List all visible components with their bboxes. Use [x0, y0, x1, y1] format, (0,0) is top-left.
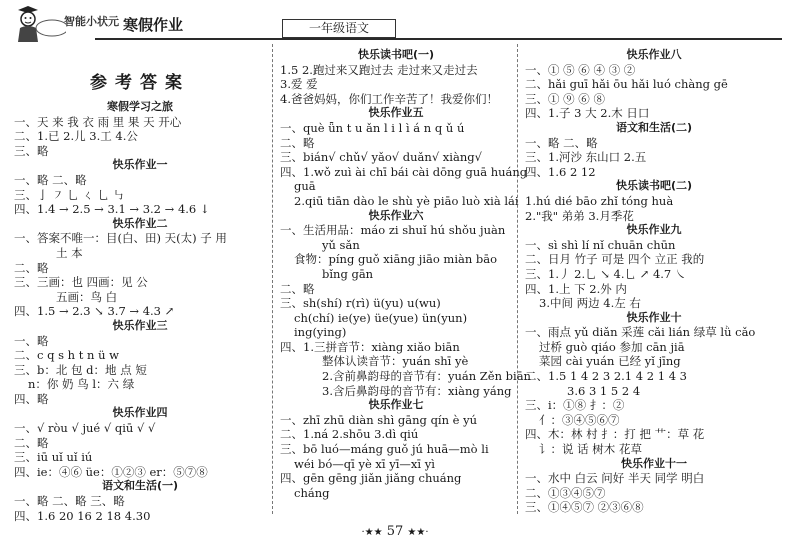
- answer-line: 食物：píng guǒ xiāng jiāo miàn bāo: [294, 252, 498, 267]
- section-title: 快乐作业五: [368, 106, 424, 120]
- answer-line: 3.含后鼻韵母的音节有：xiàng yáng: [322, 383, 512, 398]
- answer-line: 一、què ǖn t u ǎn l i l ì á n q ǔ ú: [280, 120, 465, 135]
- answer-line: 一、答案不唯一：目(白、田) 天(太) 子 用: [14, 231, 227, 246]
- section-title: 快乐作业一: [112, 158, 168, 172]
- answer-line: wéi bó—qī yè xī yī—xī yì: [294, 456, 435, 471]
- answer-line: 四、1.子 3 大 2.木 日口: [525, 106, 650, 121]
- answer-line: ch(chí) ie(ye) üe(yue) ün(yun): [294, 310, 468, 325]
- answer-line: 一、水中 白云 问好 半天 同学 明白: [525, 471, 705, 486]
- answer-column-3: [525, 48, 783, 515]
- section-title: 快乐作业七: [368, 398, 424, 412]
- answer-line: 过桥 guò qiáo 参加 cān jiā: [539, 339, 685, 354]
- answer-line: 一、略: [14, 333, 49, 348]
- page-title: 寒假作业: [123, 16, 184, 34]
- answer-line: 整体认读音节：yuán shī yè: [322, 354, 469, 369]
- answer-line: 一、天 来 我 衣 雨 里 果 天 开心: [14, 114, 182, 129]
- answer-line: 二、略: [280, 281, 315, 296]
- section-title: 快乐读书吧(二): [615, 179, 693, 193]
- section-title: 快乐读书吧(一): [357, 48, 435, 61]
- answer-line: 菜园 cài yuán 已经 yǐ jīng: [539, 354, 681, 369]
- section-title: 快乐作业二: [112, 216, 168, 230]
- subject-label: 一年级语文: [282, 19, 396, 38]
- answer-line: 一、√ ròu √ jué √ qiū √ √: [14, 421, 156, 436]
- answer-line: 一、略 二、略 三、略: [14, 494, 125, 509]
- answer-line: 3.爱 爱: [280, 77, 318, 92]
- answer-line: ing(ying): [294, 325, 347, 340]
- answer-line: 讠：说 话 树木 花草: [539, 442, 642, 457]
- header-rule: [95, 38, 782, 40]
- answer-line: 3.中间 两边 4.左 右: [539, 296, 641, 311]
- section-title: 快乐作业十一: [621, 456, 687, 470]
- section-title: 快乐作业三: [112, 318, 168, 332]
- answer-line: 三、bō luó—máng guǒ jú huā—mò li: [280, 442, 489, 457]
- answer-column-1: [14, 48, 266, 523]
- section-title: 寒假学习之旅: [107, 100, 173, 113]
- answer-line: 四、1.三拼音节：xiàng xiǎo biān: [280, 339, 460, 354]
- answer-line: 土 本: [56, 245, 83, 260]
- answer-line: 五画：鸟 白: [56, 289, 118, 304]
- answer-line: 三、i：①⑧ 扌：②: [525, 398, 625, 413]
- answer-line: 4.爸爸妈妈，你们工作辛苦了！我爱你们！: [280, 91, 498, 106]
- answer-line: 二、①③④⑤⑦: [525, 485, 606, 500]
- section-title: 语文和生活(一): [101, 479, 179, 493]
- answer-line: 1.5 2.跑过来又跑过去 走过来又走过去: [280, 62, 478, 77]
- answer-line: 一、略 二、略: [525, 135, 598, 150]
- answer-line: 二、略: [14, 435, 49, 450]
- answer-line: 四、1.6 2 12: [525, 164, 596, 179]
- answer-line: 一、生活用品：máo zi shuǐ hú shǒu juàn: [280, 223, 506, 238]
- answer-line: 四、木：林 村 扌：打 把 艹：草 花: [525, 427, 705, 442]
- answer-line: 一、雨点 yǔ diǎn 采莲 cǎi lián 绿草 lǜ cǎo: [525, 325, 756, 340]
- answer-line: 四、1.4 → 2.5 → 3.1 → 3.2 → 4.6 ↓: [14, 202, 210, 217]
- section-title: 快乐作业八: [626, 48, 682, 61]
- column-divider: [517, 44, 518, 514]
- answer-column-2: [280, 48, 531, 500]
- footer-stars-left: ·★★: [361, 527, 383, 538]
- section-title: 语文和生活(二): [615, 120, 693, 134]
- answer-line: 三、b：北 包 d：地 点 短: [14, 362, 147, 377]
- answer-key-heading: 参考答案: [90, 73, 190, 93]
- section-title: 快乐作业十: [626, 310, 682, 324]
- answer-line: 一、略 二、略: [14, 172, 87, 187]
- answer-line: 二、1.5 1 4 2 3 2.1 4 2 1 4 3: [525, 369, 687, 384]
- answer-line: 三、三画：也 四画：见 公: [14, 275, 148, 290]
- answer-line: 三、iū uǐ uǐ iú: [14, 450, 93, 465]
- answer-line: 2.qiū tiān dào le shù yè piāo luò xià lái: [294, 193, 519, 208]
- answer-line: 三、①④⑤⑦ ②③⑥⑧: [525, 500, 644, 515]
- answer-line: 二、1.ná 2.shōu 3.dì qiú: [280, 427, 419, 442]
- section-title: 快乐作业四: [112, 406, 168, 420]
- answer-line: 二、日月 竹子 可是 四个 立正 我的: [525, 252, 705, 267]
- answer-line: 二、略: [280, 135, 315, 150]
- answer-line: 四、略: [14, 391, 49, 406]
- answer-line: 四、1.5 → 2.3 ↘ 3.7 → 4.3 ↗: [14, 304, 175, 319]
- answer-line: 三、略: [14, 143, 49, 158]
- answer-line: 1.hú dié bāo zhǐ tóng huà: [525, 193, 674, 208]
- answer-line: 2."我" 弟弟 3.月季花: [525, 208, 634, 223]
- answer-line: 四、1.上 下 2.外 内: [525, 281, 627, 296]
- page-number: 57: [386, 524, 404, 539]
- answer-line: 三、亅 ㇇ 乚 ㄑ 乚 ㇉: [14, 187, 125, 202]
- answer-line: n：你 奶 鸟 l：六 绿: [28, 377, 135, 392]
- answer-line: 四、1.wǒ zuì ài chī bái cài dōng guā huáng: [280, 164, 528, 179]
- answer-line: 三、sh(shí) r(rì) ü(yu) u(wu): [280, 296, 441, 311]
- answer-line: 一、① ⑤ ⑥ ④ ③ ②: [525, 62, 636, 77]
- answer-line: bǐng gān: [322, 266, 374, 281]
- answer-line: guā: [294, 179, 316, 194]
- answer-line: 3.6 3 1 5 2 4: [567, 383, 641, 398]
- page-footer: [0, 524, 790, 539]
- answer-line: 四、gēn gēng jiǎn jiǎng chuáng: [280, 471, 462, 486]
- answer-line: 亻：③④⑤⑥⑦: [539, 412, 620, 427]
- answer-line: 三、① ⑨ ⑥ ⑧: [525, 91, 605, 106]
- answer-line: 四、ie：④⑥ üe：①②③ er：⑤⑦⑧: [14, 464, 208, 479]
- answer-line: 二、1.已 2.儿 3.工 4.公: [14, 129, 138, 144]
- answer-line: cháng: [294, 485, 330, 500]
- answer-line: 一、zhī zhū diàn shì gāng qín è yú: [280, 412, 478, 427]
- column-divider: [272, 44, 273, 514]
- answer-line: 一、sì shì lí nǐ chuān chūn: [525, 237, 676, 252]
- section-title: 快乐作业六: [368, 208, 424, 222]
- answer-line: 三、1.丿 2.乚 ↘ 4.乚 ↗ 4.7 ㇏: [525, 266, 687, 281]
- answer-line: 四、1.6 20 16 2 18 4.30: [14, 508, 151, 523]
- answer-line: 二、略: [14, 260, 49, 275]
- answer-line: 三、1.河沙 东山口 2.五: [525, 150, 647, 165]
- answer-line: 二、c q s h t n ü w: [14, 348, 119, 363]
- logo-text: 智能小状元: [64, 15, 119, 28]
- section-title: 快乐作业九: [626, 223, 682, 237]
- answer-line: yǔ sǎn: [322, 237, 360, 252]
- answer-line: 二、hǎi guī hǎi ōu hǎi luó chàng gē: [525, 77, 728, 92]
- answer-line: 2.含前鼻韵母的音节有：yuán Zěn biān: [322, 369, 531, 384]
- footer-stars-right: ★★·: [407, 527, 429, 538]
- answer-line: 三、bián√ chǔ√ yǎo√ duǎn√ xiàng√: [280, 150, 482, 165]
